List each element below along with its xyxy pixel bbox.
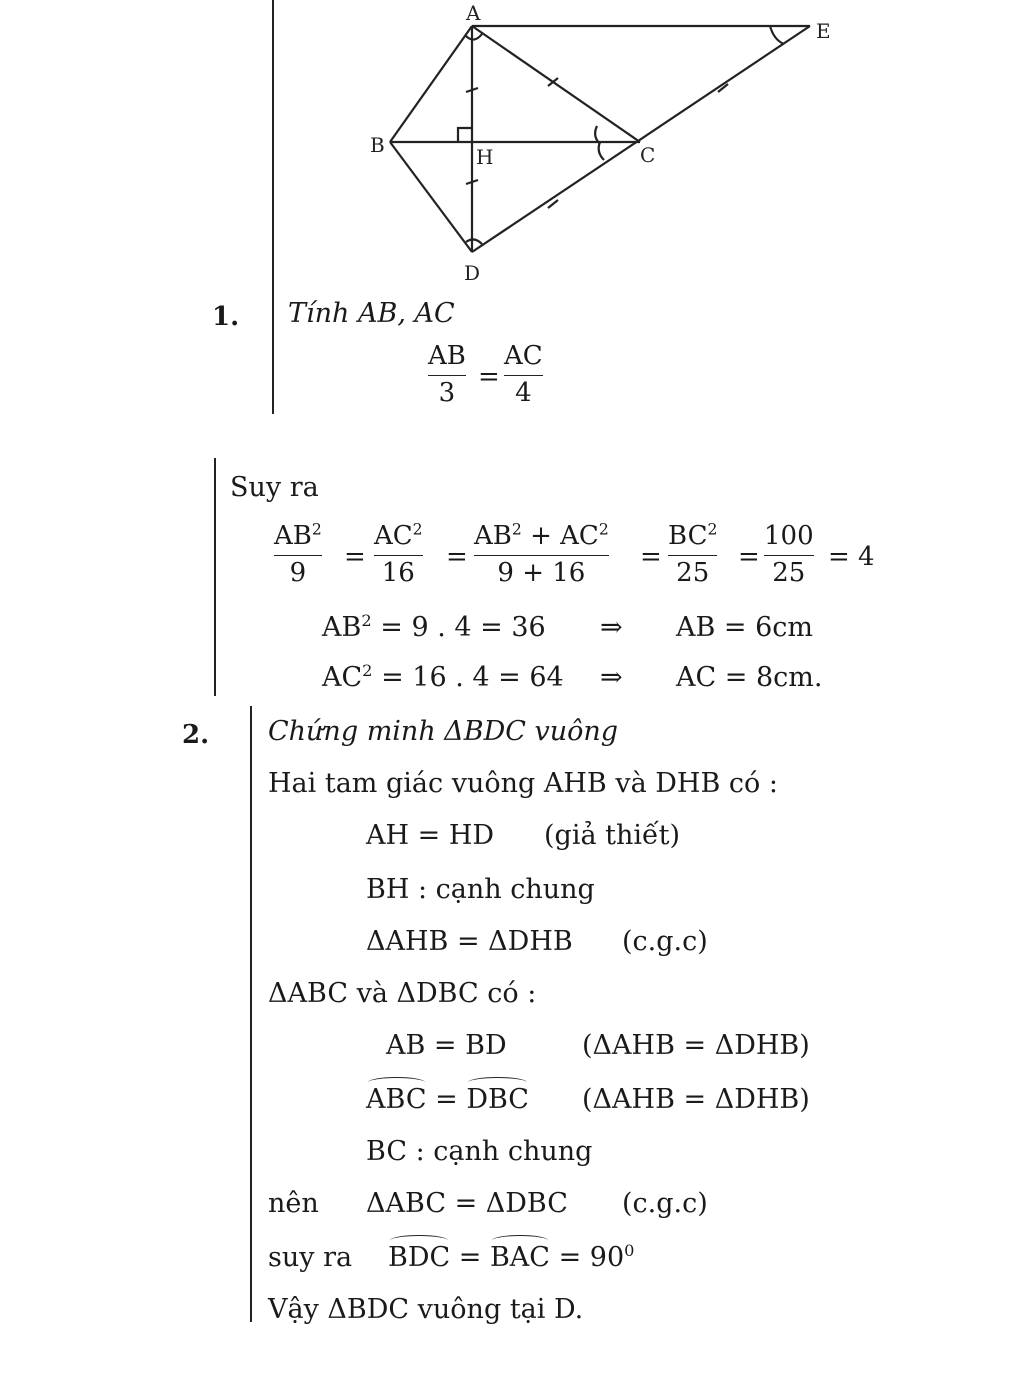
frac-100-den: 25: [772, 557, 806, 588]
ratio-num-ab: AB: [428, 341, 466, 371]
angle-bac: BAC: [489, 1242, 550, 1273]
proof-line-2a: AH = HD: [366, 820, 495, 851]
frac-bc2-25: [668, 522, 717, 589]
proof-line-2b: (giả thiết): [544, 820, 681, 851]
ac-result: AC = 8cm.: [676, 662, 823, 693]
proof-line-4a: ΔAHB = ΔDHB: [366, 926, 573, 957]
point-label-h: H: [476, 145, 494, 169]
rule-part1-bottom: [214, 458, 216, 696]
ratio-num-ac: AC: [504, 341, 543, 371]
frac-100-25: [764, 522, 814, 589]
ab-square-calc: = 9 . 4 = 36: [380, 612, 546, 643]
frac-ac2-num: AC: [374, 521, 413, 551]
rule-part1-top: [272, 0, 274, 414]
frac-100-num: 100: [764, 521, 814, 551]
square-4: 2: [598, 520, 609, 539]
frac-sum-den: 9 + 16: [497, 557, 586, 588]
point-label-d: D: [464, 261, 481, 285]
part1-heading: Tính AB, AC: [288, 298, 455, 329]
proof-line-7a: [366, 1086, 529, 1113]
angle-value: = 90: [558, 1242, 625, 1273]
point-label-e: E: [816, 19, 831, 43]
ratio-equals: =: [478, 362, 500, 392]
geometry-figure: [0, 0, 1024, 300]
ratio-den-3: 3: [438, 377, 456, 408]
square-5: 2: [707, 520, 718, 539]
proof-line-9b: ΔABC = ΔDBC: [366, 1188, 568, 1219]
angle-bdc: BDC: [388, 1242, 451, 1273]
frac-sum: [474, 522, 609, 589]
proof-line-5: ΔABC và ΔDBC có :: [268, 978, 537, 1009]
line-ab-square: [322, 611, 546, 643]
chain-eq-4: =: [738, 542, 760, 572]
segment-ac: [472, 26, 640, 142]
square-6: 2: [361, 611, 372, 630]
proof-line-10a: suy ra: [268, 1242, 353, 1273]
proof-line-6b: (ΔAHB = ΔDHB): [582, 1030, 810, 1061]
frac-sum-ac: + AC: [530, 521, 599, 551]
ab-symbol: AB: [322, 612, 362, 643]
angle-arc-d: [466, 239, 482, 244]
angle-arc-a: [466, 34, 482, 40]
square-2: 2: [412, 520, 423, 539]
part2-number: 2.: [182, 720, 210, 750]
right-angle-mark: [458, 128, 472, 142]
arrow-ab: ⇒: [600, 612, 623, 643]
rule-part2: [250, 706, 252, 1322]
arrow-ac: ⇒: [600, 662, 623, 693]
proof-line-1: Hai tam giác vuông AHB và DHB có :: [268, 768, 778, 799]
frac-bc2-num: BC: [668, 521, 708, 551]
angle-eq-2: =: [458, 1242, 482, 1273]
frac-sum-ab: AB: [474, 521, 512, 551]
degree-mark: 0: [624, 1241, 635, 1260]
chain-eq-1: =: [344, 542, 366, 572]
frac-ac2-den: 16: [381, 557, 415, 588]
segment-bd: [390, 142, 472, 252]
segment-ab: [390, 26, 472, 142]
square-3: 2: [511, 520, 522, 539]
ratio-den-4: 4: [515, 377, 532, 408]
proof-line-10b: [388, 1241, 635, 1273]
proof-line-4b: (c.g.c): [622, 926, 708, 957]
ratio-ac-4: [504, 342, 543, 409]
line-ac-square: [322, 661, 564, 693]
angle-arc-c-lower: [599, 142, 604, 160]
angle-eq-1: =: [435, 1084, 458, 1115]
frac-ac2-16: [374, 522, 423, 589]
square-7: 2: [362, 661, 373, 680]
ac-symbol: AC: [322, 662, 363, 693]
point-label-a: A: [466, 1, 481, 25]
chain-result: = 4: [828, 542, 875, 572]
part2-heading: Chứng minh ΔBDC vuông: [268, 716, 619, 747]
angle-abc: ABC: [366, 1084, 427, 1115]
part1-number: 1.: [212, 302, 240, 332]
proof-conclusion: Vậy ΔBDC vuông tại D.: [268, 1294, 584, 1325]
proof-line-9c: (c.g.c): [622, 1188, 708, 1219]
proof-line-6a: AB = BD: [386, 1030, 507, 1061]
proof-line-8: BC : cạnh chung: [366, 1136, 593, 1167]
frac-ab2-num: AB: [274, 521, 312, 551]
suy-ra-label: Suy ra: [230, 472, 319, 503]
square-1: 2: [311, 520, 322, 539]
frac-bc2-den: 25: [676, 557, 710, 588]
frac-ab2-den: 9: [289, 557, 307, 588]
ac-square-calc: = 16 . 4 = 64: [381, 662, 564, 693]
proof-line-9a: nên: [268, 1188, 319, 1219]
proof-line-7b: (ΔAHB = ΔDHB): [582, 1084, 810, 1115]
proof-line-3: BH : cạnh chung: [366, 874, 595, 905]
point-label-b: B: [370, 133, 385, 157]
point-label-c: C: [640, 143, 656, 167]
chain-eq-2: =: [446, 542, 468, 572]
angle-arc-e: [770, 26, 784, 44]
ab-result: AB = 6cm: [676, 612, 814, 643]
angle-dbc: DBC: [466, 1084, 529, 1115]
chain-eq-3: =: [640, 542, 662, 572]
ratio-ab-3: [428, 342, 466, 409]
frac-ab2-9: [274, 522, 322, 589]
